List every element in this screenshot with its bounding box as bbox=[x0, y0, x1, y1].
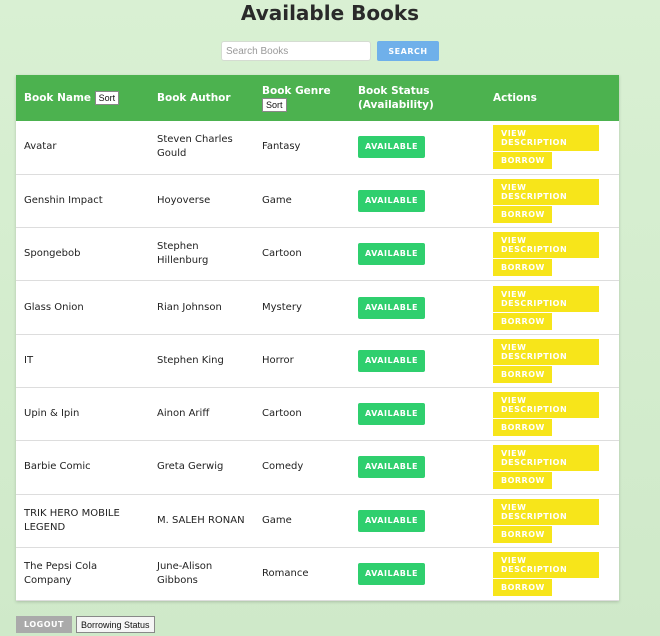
book-name-cell: IT bbox=[24, 354, 34, 366]
borrow-button[interactable]: BORROW bbox=[493, 206, 552, 223]
book-author-cell: Stephen King bbox=[157, 354, 224, 366]
actions-cell bbox=[485, 121, 619, 174]
status-badge: AVAILABLE bbox=[358, 510, 425, 532]
table-header-row bbox=[16, 75, 619, 121]
book-status-cell bbox=[350, 334, 485, 387]
view-description-button[interactable]: VIEW DESCRIPTION bbox=[493, 232, 599, 258]
actions-cell bbox=[485, 387, 619, 440]
book-status-cell bbox=[350, 547, 485, 600]
actions-cell bbox=[485, 174, 619, 227]
view-description-button[interactable]: VIEW DESCRIPTION bbox=[493, 339, 599, 365]
table-row bbox=[16, 547, 619, 600]
footer bbox=[16, 616, 155, 633]
header-book-name bbox=[16, 75, 149, 121]
header-book-author: Book Author bbox=[157, 92, 231, 104]
page-title: Available Books bbox=[240, 1, 420, 25]
book-name-cell: Spongebob bbox=[24, 248, 81, 260]
header-book-genre-label: Book Genre bbox=[262, 85, 331, 97]
view-description-button[interactable]: VIEW DESCRIPTION bbox=[493, 445, 599, 471]
book-genre-cell: Mystery bbox=[262, 301, 302, 313]
table-row bbox=[16, 121, 619, 174]
book-author-cell: M. SALEH RONAN bbox=[157, 514, 245, 526]
sort-name-button[interactable]: Sort bbox=[95, 91, 120, 105]
book-author-cell: Hoyoverse bbox=[157, 194, 211, 206]
book-name-cell: Glass Onion bbox=[24, 301, 84, 313]
table-row bbox=[16, 441, 619, 494]
book-status-cell bbox=[350, 121, 485, 174]
book-name-cell: TRIK HERO MOBILE LEGEND bbox=[24, 507, 120, 533]
status-badge: AVAILABLE bbox=[358, 350, 425, 372]
logout-button[interactable]: LOGOUT bbox=[16, 616, 72, 633]
book-genre-cell: Cartoon bbox=[262, 248, 302, 260]
book-genre-cell: Horror bbox=[262, 354, 294, 366]
book-status-cell bbox=[350, 228, 485, 281]
book-author-cell: Steven Charles Gould bbox=[157, 134, 233, 160]
search-button[interactable]: SEARCH bbox=[377, 41, 439, 61]
book-genre-cell: Comedy bbox=[262, 461, 304, 473]
actions-cell bbox=[485, 494, 619, 547]
search-input[interactable] bbox=[221, 41, 371, 61]
borrow-button[interactable]: BORROW bbox=[493, 472, 552, 489]
view-description-button[interactable]: VIEW DESCRIPTION bbox=[493, 286, 599, 312]
borrow-button[interactable]: BORROW bbox=[493, 152, 552, 169]
book-author-cell: Stephen Hillenburg bbox=[157, 241, 209, 267]
book-author-cell: Ainon Ariff bbox=[157, 408, 210, 420]
view-description-button[interactable]: VIEW DESCRIPTION bbox=[493, 552, 599, 578]
actions-cell bbox=[485, 334, 619, 387]
status-badge: AVAILABLE bbox=[358, 456, 425, 478]
view-description-button[interactable]: VIEW DESCRIPTION bbox=[493, 125, 599, 151]
book-genre-cell: Game bbox=[262, 194, 292, 206]
book-genre-cell: Romance bbox=[262, 568, 309, 580]
book-name-cell: The Pepsi Cola Company bbox=[24, 561, 98, 587]
borrow-button[interactable]: BORROW bbox=[493, 313, 552, 330]
table-row bbox=[16, 228, 619, 281]
actions-cell bbox=[485, 281, 619, 334]
status-badge: AVAILABLE bbox=[358, 403, 425, 425]
book-name-cell: Upin & Ipin bbox=[24, 408, 80, 420]
book-author-cell: Greta Gerwig bbox=[157, 461, 224, 473]
book-status-cell bbox=[350, 174, 485, 227]
table-row bbox=[16, 281, 619, 334]
search-bar bbox=[0, 40, 660, 62]
header-book-genre bbox=[254, 75, 350, 121]
status-badge: AVAILABLE bbox=[358, 297, 425, 319]
book-status-cell bbox=[350, 494, 485, 547]
books-table-container bbox=[16, 75, 619, 601]
borrow-button[interactable]: BORROW bbox=[493, 579, 552, 596]
borrow-button[interactable]: BORROW bbox=[493, 419, 552, 436]
table-row bbox=[16, 174, 619, 227]
status-badge: AVAILABLE bbox=[358, 243, 425, 265]
book-genre-cell: Game bbox=[262, 514, 292, 526]
book-status-cell bbox=[350, 441, 485, 494]
book-genre-cell: Fantasy bbox=[262, 141, 301, 153]
status-badge: AVAILABLE bbox=[358, 563, 425, 585]
sort-genre-button[interactable]: Sort bbox=[262, 98, 287, 112]
header-book-name-label: Book Name bbox=[24, 92, 92, 104]
actions-cell bbox=[485, 441, 619, 494]
book-author-cell: Rian Johnson bbox=[157, 301, 222, 313]
book-status-cell bbox=[350, 281, 485, 334]
actions-cell bbox=[485, 228, 619, 281]
view-description-button[interactable]: VIEW DESCRIPTION bbox=[493, 179, 599, 205]
books-table bbox=[16, 75, 619, 601]
borrow-button[interactable]: BORROW bbox=[493, 259, 552, 276]
table-row bbox=[16, 387, 619, 440]
book-name-cell: Barbie Comic bbox=[24, 461, 91, 473]
status-badge: AVAILABLE bbox=[358, 136, 425, 158]
book-author-cell: June-Alison Gibbons bbox=[157, 561, 213, 587]
status-badge: AVAILABLE bbox=[358, 190, 425, 212]
book-name-cell: Avatar bbox=[24, 141, 57, 153]
actions-cell bbox=[485, 547, 619, 600]
table-row bbox=[16, 494, 619, 547]
view-description-button[interactable]: VIEW DESCRIPTION bbox=[493, 392, 599, 418]
book-genre-cell: Cartoon bbox=[262, 408, 302, 420]
book-status-cell bbox=[350, 387, 485, 440]
borrow-button[interactable]: BORROW bbox=[493, 526, 552, 543]
view-description-button[interactable]: VIEW DESCRIPTION bbox=[493, 499, 599, 525]
table-row bbox=[16, 334, 619, 387]
header-actions: Actions bbox=[493, 92, 537, 104]
header-book-status: Book Status (Availability) bbox=[358, 85, 434, 111]
borrowing-status-button[interactable]: Borrowing Status bbox=[76, 616, 155, 633]
book-name-cell: Genshin Impact bbox=[24, 194, 103, 206]
borrow-button[interactable]: BORROW bbox=[493, 366, 552, 383]
